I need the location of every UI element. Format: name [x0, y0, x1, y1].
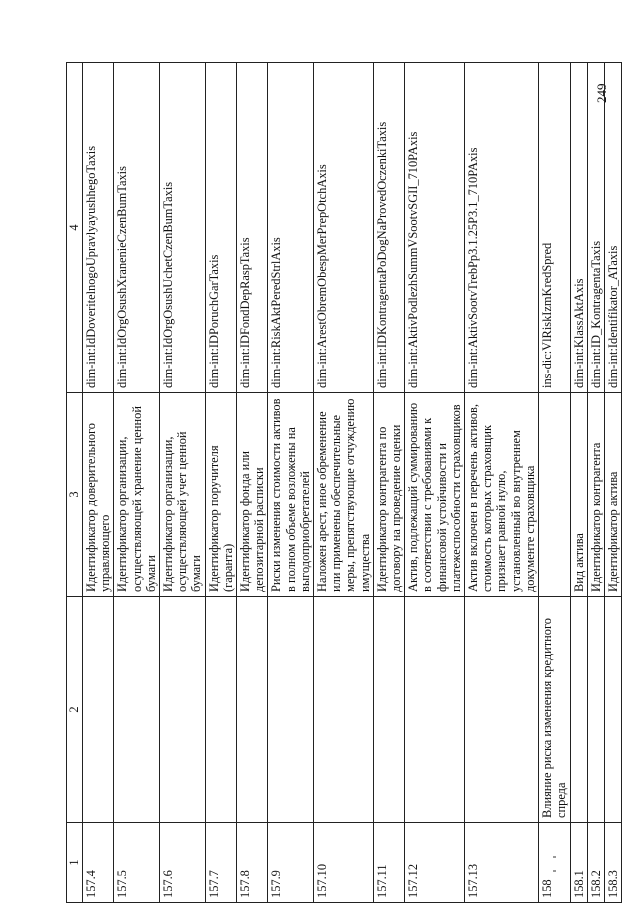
row-code-cell: dim-int:IdOrgOsushXranenieCzenBumTaxis — [114, 63, 160, 393]
row-name-cell — [268, 597, 314, 823]
table-row — [83, 63, 114, 903]
row-description-cell: Актив включен в перечень активов, стоимость которых страховщик признает равной нулю, установленный во внутреннем документе страховщика — [465, 393, 539, 597]
row-number-cell: 158 — [539, 823, 570, 903]
row-name-cell — [205, 597, 236, 823]
row-name-cell — [465, 597, 539, 823]
table-row — [268, 63, 314, 903]
row-code-cell: dim-int:AktivPodlezhSummVSootvSGII_710PAxis — [405, 63, 465, 393]
row-description-cell — [539, 393, 570, 597]
row-name-cell — [587, 597, 604, 823]
row-description-cell: Идентификатор фонда или депозитарной расписки — [237, 393, 268, 597]
data-table — [66, 62, 622, 903]
row-name-cell — [373, 597, 404, 823]
table-row — [570, 63, 587, 903]
row-description-cell: Идентификатор контрагента по договору на проведение оценки — [373, 393, 404, 597]
row-description-cell: Риски изменения стоимости активов в полном объеме возложены на выгодоприобретателей — [268, 393, 314, 597]
table-row — [465, 63, 539, 903]
row-code-cell: dim-int:IDFondDepRaspTaxis — [237, 63, 268, 393]
row-description-cell: Идентификатор доверительного управляющего — [83, 393, 114, 597]
table-row — [205, 63, 236, 903]
row-description-cell: Актив, подлежащий суммированию в соответствии с требованиями к финансовой устойчивости и платежеспособности страховщиков — [405, 393, 465, 597]
row-code-cell: dim-int:IDKontragentaPoDogNaProvedOczenkiTaxis — [373, 63, 404, 393]
row-description-cell: Идентификатор поручителя (гаранта) — [205, 393, 236, 597]
row-number-cell: 158.3 — [604, 823, 621, 903]
table-row — [114, 63, 160, 903]
row-code-cell: dim-int:IdDoveritelnogoUpravlyayushhegoTaxis — [83, 63, 114, 393]
row-name-cell — [83, 597, 114, 823]
row-number-cell: 157.12 — [405, 823, 465, 903]
row-code-cell: ins-dic:VlRiskIzmKredSpred — [539, 63, 570, 393]
column-header: 1 — [67, 823, 83, 903]
column-header: 4 — [67, 63, 83, 393]
row-number-cell: 157.8 — [237, 823, 268, 903]
page-number: 249 — [594, 83, 609, 103]
table-row — [237, 63, 268, 903]
row-name-cell — [570, 597, 587, 823]
row-number-cell: 158.2 — [587, 823, 604, 903]
row-code-cell: dim-int:AktivSootvTrebPp3.1.25P3.1_710PAxis — [465, 63, 539, 393]
row-number-cell: 157.7 — [205, 823, 236, 903]
row-description-cell: Идентификатор контрагента — [587, 393, 604, 597]
row-name-cell — [160, 597, 206, 823]
row-number-cell: 158.1 — [570, 823, 587, 903]
row-name-cell — [604, 597, 621, 823]
table-row — [314, 63, 374, 903]
table-row — [604, 63, 621, 903]
scan-mark — [553, 856, 556, 858]
scan-mark — [553, 870, 556, 872]
header-row — [67, 63, 83, 903]
table-row — [373, 63, 404, 903]
row-number-cell: 157.6 — [160, 823, 206, 903]
column-header: 2 — [67, 597, 83, 823]
table-row — [405, 63, 465, 903]
row-number-cell: 157.10 — [314, 823, 374, 903]
row-description-cell: Идентификатор организации, осуществляющей учет ценной бумаги — [160, 393, 206, 597]
row-number-cell: 157.13 — [465, 823, 539, 903]
row-name-cell: Влияние риска изменения кредитного спреда — [539, 597, 570, 823]
table-row — [160, 63, 206, 903]
row-code-cell: dim-int:ID_KontragentaTaxis — [587, 63, 604, 393]
row-code-cell: dim-int:IDPoruchGarTaxis — [205, 63, 236, 393]
row-name-cell — [314, 597, 374, 823]
table-row — [539, 63, 570, 903]
row-description-cell: Вид актива — [570, 393, 587, 597]
row-description-cell: Идентификатор организации, осуществляющей хранение ценной бумаги — [114, 393, 160, 597]
row-number-cell: 157.9 — [268, 823, 314, 903]
row-code-cell: dim-int:ArestObremObespMerPrepOtchAxis — [314, 63, 374, 393]
row-code-cell: dim-int:Identifikator_ATaxis — [604, 63, 621, 393]
row-code-cell: dim-int:KlassAktAxis — [570, 63, 587, 393]
table-row — [587, 63, 604, 903]
row-number-cell: 157.11 — [373, 823, 404, 903]
row-description-cell: Идентификатор актива — [604, 393, 621, 597]
row-number-cell: 157.5 — [114, 823, 160, 903]
row-number-cell: 157.4 — [83, 823, 114, 903]
table-body — [67, 63, 622, 903]
column-header: 3 — [67, 393, 83, 597]
row-name-cell — [237, 597, 268, 823]
row-code-cell: dim-int:IdOrgOsushUchetCzenBumTaxis — [160, 63, 206, 393]
row-description-cell: Наложен арест, иное обременение или применены обеспечительные меры, препятствующие отчуждению имущества — [314, 393, 374, 597]
row-name-cell — [114, 597, 160, 823]
row-code-cell: dim-int:RiskAktPeredStrlAxis — [268, 63, 314, 393]
row-name-cell — [405, 597, 465, 823]
